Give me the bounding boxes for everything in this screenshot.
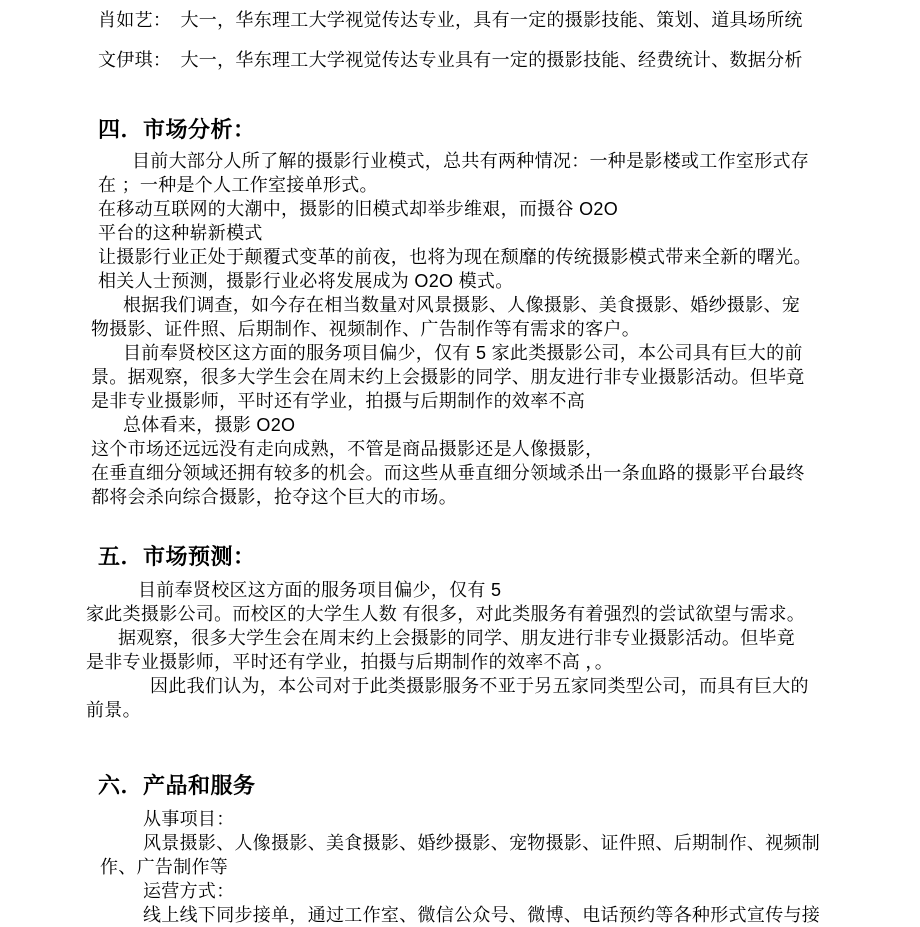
text-line: 因此我们认为，本公司对于此类摄影服务不亚于另五家同类型公司，而具有巨大的 bbox=[150, 676, 809, 696]
section-heading-market-analysis: 四．市场分析： bbox=[98, 117, 256, 142]
text-line: 物摄影、证件照、后期制作、视频制作、广告制作等有需求的客户。 bbox=[91, 319, 640, 339]
section-body-products-services bbox=[98, 807, 880, 927]
section-market-forecast bbox=[86, 543, 880, 722]
section-body-market-analysis bbox=[91, 149, 880, 509]
text-line: 都将会杀向综合摄影，抢夺这个巨大的市场。 bbox=[91, 487, 457, 507]
text-line: 在 ；一种是个人工作室接单形式。 bbox=[98, 175, 378, 195]
text-line: 目前奉贤校区这方面的服务项目偏少，仅有 5 bbox=[138, 580, 502, 600]
text-line: 家此类摄影公司。而校区的大学生人数 有很多，对此类服务有着强烈的尝试欲望与需求。 bbox=[86, 604, 805, 624]
section-heading-products-services: 六．产品和服务 bbox=[98, 773, 256, 798]
text-line: 肖如艺： 大一，华东理工大学视觉传达专业，具有一定的摄影技能、策划、道具场所统 bbox=[98, 10, 803, 30]
text-line: 景。据观察，很多大学生会在周末约上会摄影的同学、朋友进行非专业摄影活动。但毕竟 bbox=[91, 367, 805, 387]
text-line: 根据我们调查，如今存在相当数量对风景摄影、人像摄影、美食摄影、婚纱摄影、宠 bbox=[123, 295, 801, 315]
text-line: 平台的这种崭新模式 bbox=[98, 223, 263, 243]
text-line: 运营方式： bbox=[143, 881, 235, 901]
text-line: 在移动互联网的大潮中，摄影的旧模式却举步维艰，而摄谷 O2O bbox=[98, 199, 619, 219]
text-line: 前景。 bbox=[86, 700, 141, 720]
team-member-intro bbox=[98, 8, 880, 72]
section-heading-market-forecast: 五．市场预测： bbox=[98, 544, 256, 569]
text-line: 目前大部分人所了解的摄影行业模式，总共有两种情况：一种是影楼或工作室形式存 bbox=[132, 151, 810, 171]
text-line: 是非专业摄影师，平时还有学业，拍摄与后期制作的效率不高 ，。 bbox=[86, 652, 613, 672]
section-market-analysis bbox=[91, 116, 880, 509]
text-line: 让摄影行业正处于颠覆式变革的前夜，也将为现在颓靡的传统摄影模式带来全新的曙光。 bbox=[98, 247, 812, 267]
text-line: 在垂直细分领域还拥有较多的机会。而这些从垂直细分领域杀出一条血路的摄影平台最终 bbox=[91, 463, 805, 483]
text-line: 据观察，很多大学生会在周末约上会摄影的同学、朋友进行非专业摄影活动。但毕竟 bbox=[118, 628, 796, 648]
text-line: 相关人士预测，摄影行业必将发展成为 O2O 模式。 bbox=[98, 271, 514, 291]
text-line: 总体看来，摄影 O2O bbox=[123, 415, 296, 435]
text-line: 从事项目： bbox=[143, 809, 235, 829]
section-body-market-forecast bbox=[86, 578, 880, 722]
section-products-services bbox=[98, 772, 880, 927]
text-line: 作、广告制作等 bbox=[100, 857, 229, 877]
text-line: 是非专业摄影师，平时还有学业，拍摄与后期制作的效率不高 bbox=[91, 391, 586, 411]
text-line: 风景摄影、人像摄影、美食摄影、婚纱摄影、宠物摄影、证件照、后期制作、视频制 bbox=[143, 833, 821, 853]
text-line: 线上线下同步接单，通过工作室、微信公众号、微博、电话预约等各种形式宣传与接 bbox=[143, 905, 821, 925]
text-line: 目前奉贤校区这方面的服务项目偏少，仅有 5 家此类摄影公司，本公司具有巨大的前 bbox=[123, 343, 803, 363]
text-line: 这个市场还远远没有走向成熟，不管是商品摄影还是人像摄影， bbox=[91, 439, 604, 459]
text-line: 文伊琪： 大一，华东理工大学视觉传达专业具有一定的摄影技能、经费统计、数据分析 bbox=[98, 50, 803, 70]
